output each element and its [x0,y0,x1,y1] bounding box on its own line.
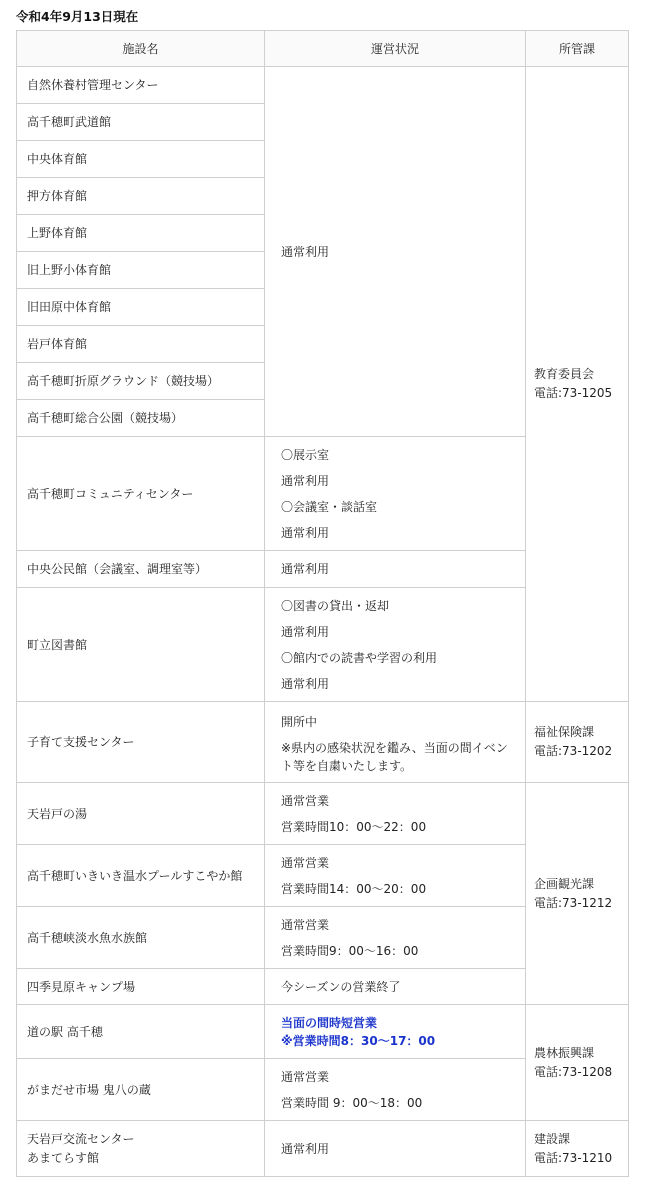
status-line: 通常営業 [281,917,330,932]
status-line: 通常利用 [281,676,330,691]
status-cell [265,437,526,551]
facility-name: がまだせ市場 鬼八の蔵 [17,1059,265,1121]
status-line: 通常利用 [281,624,330,639]
status-highlight: ※営業時間8：30～17：00 [281,1033,436,1048]
facility-name: 高千穂町総合公園（競技場） [17,400,265,437]
table-row [17,702,629,783]
dept-name: 農林振興課 [534,1045,595,1060]
status-cell [265,588,526,702]
facility-name: 上野体育館 [17,215,265,252]
table-row [17,1005,629,1059]
status-line: 営業時間 9：00～18：00 [281,1095,423,1110]
dept-phone: 電話:73-1210 [534,1150,613,1165]
facility-name: 高千穂町いきいき温水プールすこやか館 [17,845,265,907]
header-facility: 施設名 [17,31,265,67]
status-line: 営業時間14：00～20：00 [281,881,427,896]
status-line: 通常営業 [281,855,330,870]
facility-name: 旧田原中体育館 [17,289,265,326]
dept-phone: 電話:73-1212 [534,895,613,910]
facility-name: 岩戸体育館 [17,326,265,363]
status-line: 通常利用 [281,473,330,488]
facility-name [17,1121,265,1177]
dept-phone: 電話:73-1205 [534,386,613,400]
status-cell [265,702,526,783]
dept-name: 福祉保険課 [534,725,595,739]
dept-cell [526,1121,629,1177]
status-line: 営業時間9：00～16：00 [281,943,419,958]
facility-name: 子育て支援センター [17,702,265,783]
status-cell: 今シーズンの営業終了 [265,969,526,1005]
facility-name: 自然休養村管理センター [17,67,265,104]
header-row [17,31,629,67]
status-line: 〇展示室 [281,447,330,462]
table-row [17,783,629,845]
facility-name: 高千穂峡淡水魚水族館 [17,907,265,969]
status-line: 〇館内での読書や学習の利用 [281,650,438,665]
facility-name: 道の駅 高千穂 [17,1005,265,1059]
status-cell [265,1059,526,1121]
table-row [17,1121,629,1177]
facility-name: 中央体育館 [17,141,265,178]
status-cell: 通常利用 [265,551,526,588]
header-dept: 所管課 [526,31,629,67]
status-line: 通常営業 [281,793,330,808]
facility-name-line: 天岩戸交流センター [27,1131,135,1146]
dept-cell [526,702,629,783]
status-cell [265,1005,526,1059]
status-cell: 通常利用 [265,67,526,437]
table-row [17,67,629,104]
facility-name: 四季見原キャンプ場 [17,969,265,1005]
facility-name-line: あまてらす館 [27,1150,100,1165]
status-line: 開所中 [281,715,318,729]
status-note: ※県内の感染状況を鑑み、当面の間イベント等を自粛いたします。 [281,741,508,773]
facility-name: 旧上野小体育館 [17,252,265,289]
status-line: 通常営業 [281,1069,330,1084]
facility-status-table [16,30,629,1177]
facility-name: 天岩戸の湯 [17,783,265,845]
as-of-date: 令和4年9月13日現在 [16,9,139,24]
dept-phone: 電話:73-1202 [534,744,613,758]
dept-cell [526,67,629,702]
status-cell [265,845,526,907]
facility-name: 中央公民館（会議室、調理室等） [17,551,265,588]
header-status: 運営状況 [265,31,526,67]
status-line: 〇会議室・談話室 [281,499,378,514]
status-highlight: 当面の間時短営業 [281,1015,378,1030]
status-line: 〇図書の貸出・返却 [281,598,390,613]
status-cell [265,783,526,845]
status-cell [265,907,526,969]
facility-name: 高千穂町折原グラウンド（競技場） [17,363,265,400]
dept-phone: 電話:73-1208 [534,1064,613,1079]
dept-cell [526,783,629,1005]
dept-name: 建設課 [534,1131,571,1146]
facility-name: 町立図書館 [17,588,265,702]
facility-name: 高千穂町武道館 [17,104,265,141]
status-line: 営業時間10：00～22：00 [281,819,427,834]
status-line: 通常利用 [281,525,330,540]
facility-name: 押方体育館 [17,178,265,215]
facility-name: 高千穂町コミュニティセンター [17,437,265,551]
status-cell: 通常利用 [265,1121,526,1177]
dept-cell [526,1005,629,1121]
dept-name: 教育委員会 [534,367,595,381]
dept-name: 企画観光課 [534,876,595,891]
